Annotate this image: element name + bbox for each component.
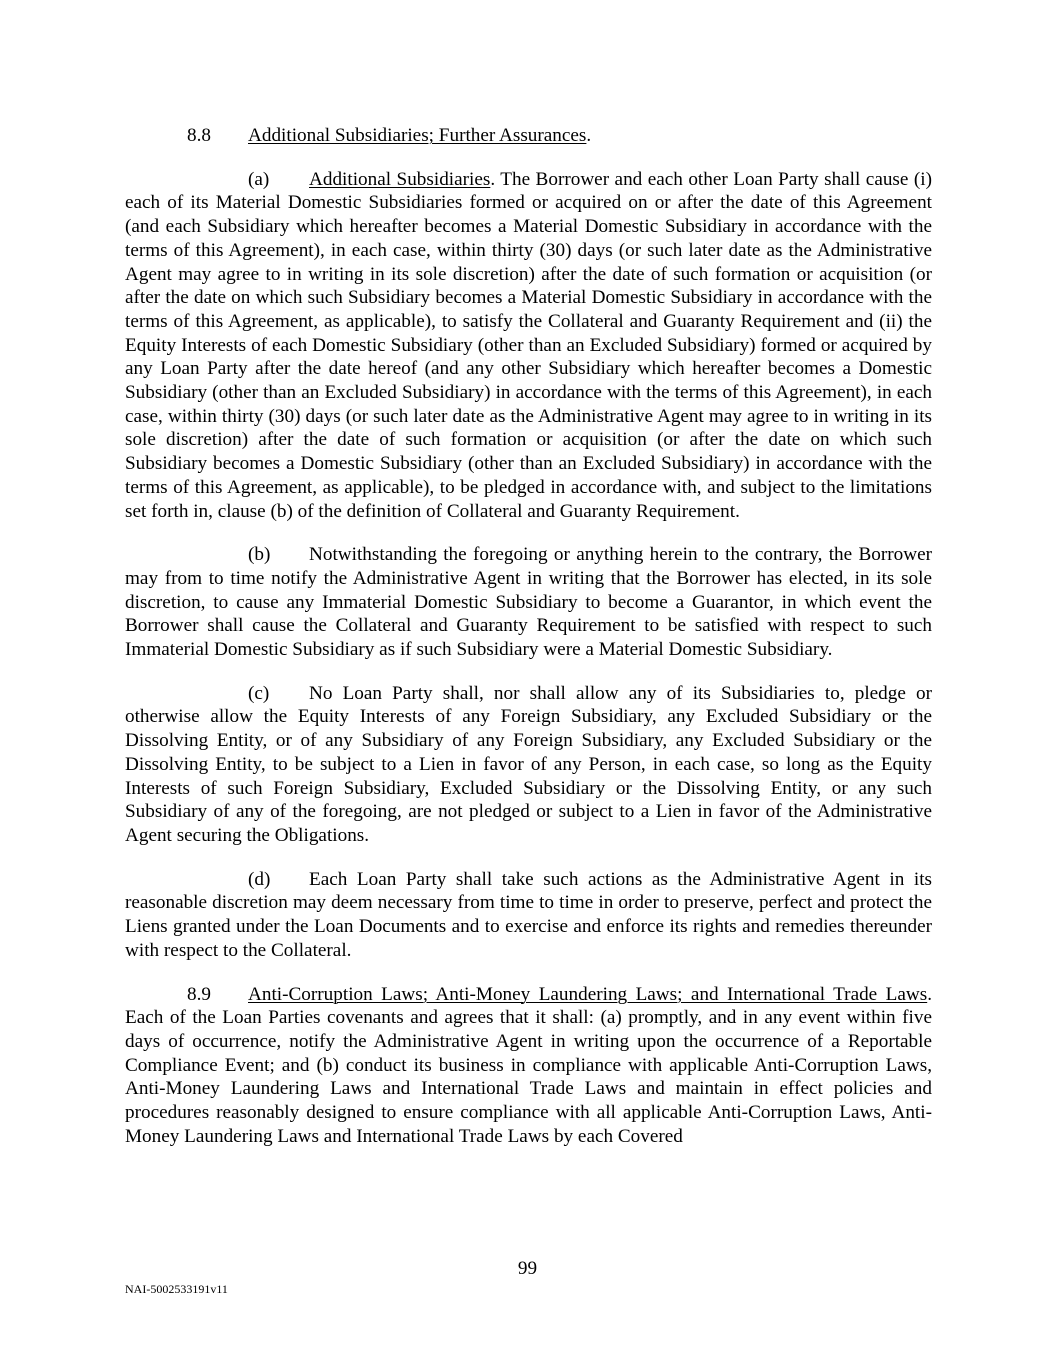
- section-number: 8.9: [187, 983, 211, 1005]
- paragraph-b: [125, 543, 932, 662]
- paragraph-label: (c): [248, 682, 270, 704]
- page-content: [125, 124, 932, 1168]
- document-id: NAI-5002533191v11: [125, 1282, 228, 1296]
- page-number: 99: [517, 1258, 538, 1279]
- section-title: Anti-Corruption Laws; Anti-Money Laundering Laws; and International Trade Laws: [248, 983, 928, 1005]
- paragraph-a: [125, 168, 932, 524]
- paragraph-label: (b): [248, 544, 271, 566]
- paragraph-d: [125, 868, 932, 963]
- paragraph-label: (a): [248, 168, 270, 190]
- section-title: Additional Subsidiaries; Further Assurances: [248, 125, 587, 146]
- section-8-9: [125, 983, 932, 1149]
- section-8-8-heading: [125, 124, 932, 148]
- paragraph-text: No Loan Party shall, nor shall allow any of its Subsidiaries to, pledge or otherwise allow the Equity Interests of any Foreign Subsidiary, any Excluded Subsidiary or the Dissolving Entity, or of any Subsidiary of any Foreign Subsidiary, any Excluded Subsidiary or the Dissolving Entity, to be subject to a Lien in favor of any Person, in each case, so long as the Equity Interests of such Foreign Subsidiary, Excluded Subsidiary or the Dissolving Entity, or any such Subsidiary of any of the foregoing, are not pledged or subject to a Lien in favor of the Administrative Agent securing the Obligations.: [125, 682, 932, 846]
- paragraph-text: Notwithstanding the foregoing or anything herein to the contrary, the Borrower may from to time notify the Administrative Agent in writing that the Borrower has elected, in its sole discretion, to cause any Immaterial Domestic Subsidiary to become a Guarantor, in which event the Borrower shall cause the Collateral and Guaranty Requirement to be satisfied with respect to such Immaterial Domestic Subsidiary as if such Subsidiary were a Material Domestic Subsidiary.: [125, 544, 932, 661]
- paragraph-text: . The Borrower and each other Loan Party shall cause (i) each of its Material Domestic Subsidiaries formed or acquired on or after the date of this Agreement (and each Subsidiary which hereafter becomes a Material Domestic Subsidiary in accordance with the terms of this Agreement), in each case, within thirty (30) days (or such later date as the Administrative Agent may agree to in writing in its sole discretion) after the date of such formation or acquisition (or after the date on which such Subsidiary becomes a Material Domestic Subsidiary in accordance with the terms of this Agreement, as applicable), to satisfy the Collateral and Guaranty Requirement and (ii) the Equity Interests of each Domestic Subsidiary (other than an Excluded Subsidiary) formed or acquired by any Loan Party after the date hereof (and any other Subsidiary which hereafter becomes a Domestic Subsidiary (other than an Excluded Subsidiary) in accordance with the terms of this Agreement), in each case, within thirty (30) days (or such later date as the Administrative Agent may agree to in writing in its sole discretion) after the date of such formation or acquisition (or after the date on which such Subsidiary becomes a Domestic Subsidiary (other than an Excluded Subsidiary) in accordance with the terms of this Agreement, as applicable), to be pledged in accordance with, and subject to the limitations set forth in, clause (b) of the definition of Collateral and Guaranty Requirement.: [125, 168, 932, 522]
- section-title-suffix: .: [586, 125, 592, 146]
- section-text: . Each of the Loan Parties covenants and agrees that it shall: (a) promptly, and in any event within five days of occurrence, notify the Administrative Agent in writing upon the occurrence of a Reportable Compliance Event; and (b) conduct its business in compliance with applicable Anti-Corruption Laws, Anti-Money Laundering Laws and International Trade Laws and maintain in effect policies and procedures reasonably designed to ensure compliance with all applicable Anti-Corruption Laws, Anti-Money Laundering Laws and International Trade Laws by each Covered: [125, 983, 932, 1147]
- paragraph-c: [125, 682, 932, 848]
- section-number: 8.8: [187, 125, 211, 146]
- paragraph-title: Additional Subsidiaries: [309, 168, 491, 190]
- paragraph-text: Each Loan Party shall take such actions as the Administrative Agent in its reasonable discretion may deem necessary from time to time in order to preserve, perfect and protect the Liens granted under the Loan Documents and to exercise and enforce its rights and remedies thereunder with respect to the Collateral.: [125, 868, 932, 961]
- paragraph-label: (d): [248, 868, 271, 890]
